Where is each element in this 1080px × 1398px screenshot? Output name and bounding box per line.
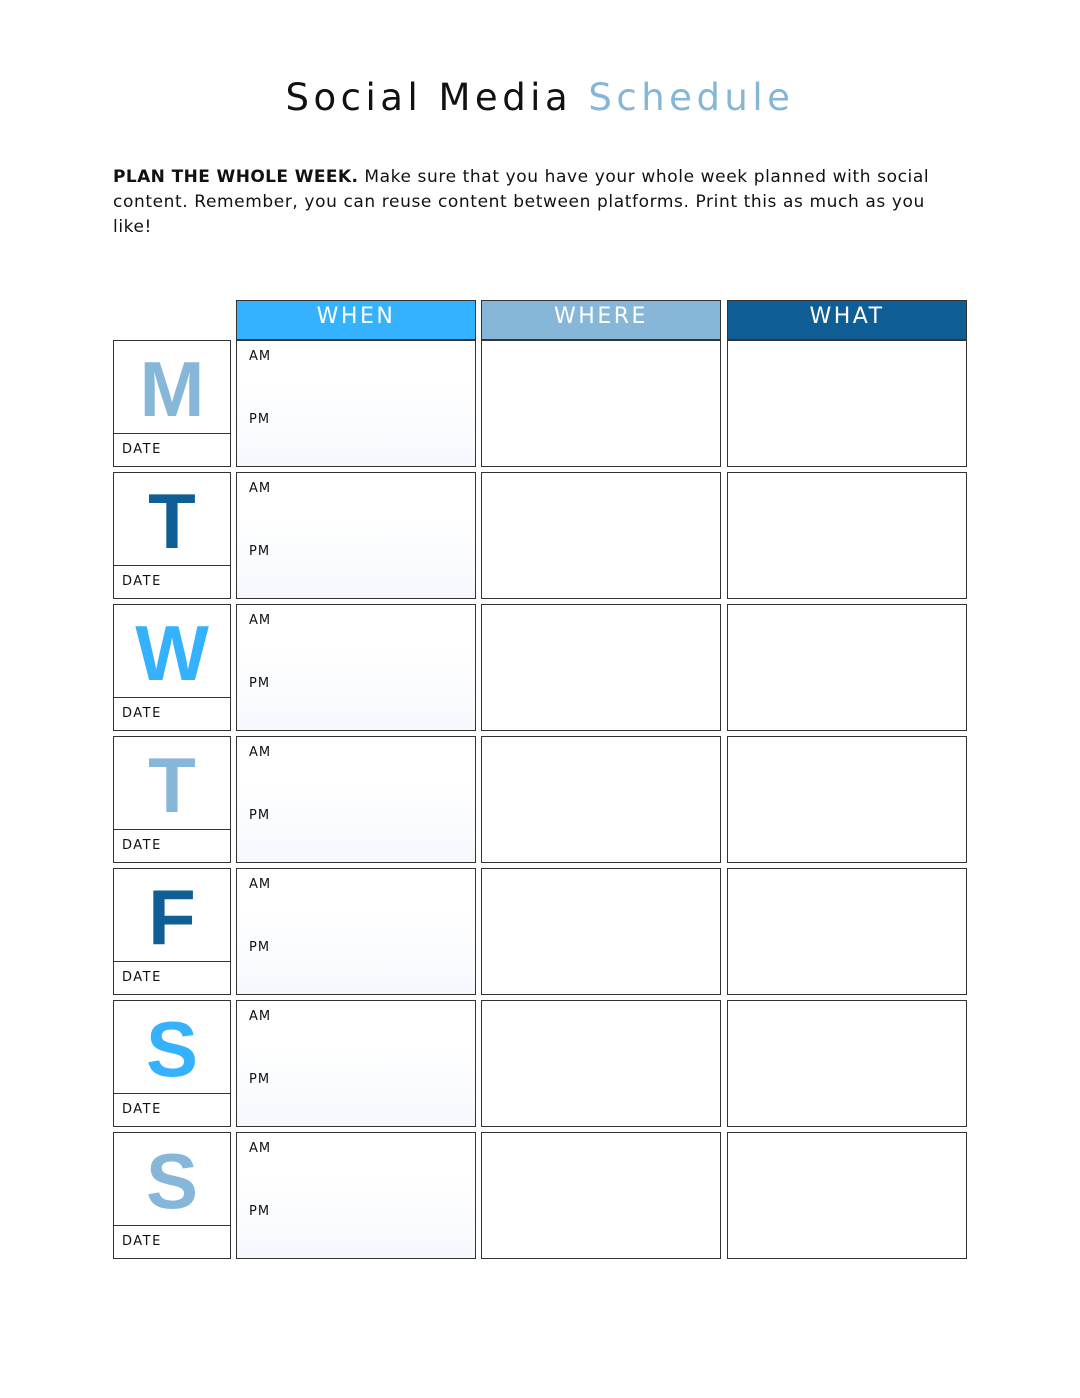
intro-bold: PLAN THE WHOLE WEEK. — [113, 167, 359, 187]
day-row-monday — [0, 340, 1080, 467]
pm-label: PM — [249, 412, 271, 427]
what-cell[interactable] — [727, 1000, 967, 1127]
when-cell[interactable] — [236, 1132, 476, 1259]
am-label: AM — [249, 481, 272, 496]
where-cell[interactable] — [481, 736, 721, 863]
what-cell[interactable] — [727, 340, 967, 467]
day-row-tuesday — [0, 472, 1080, 599]
when-cell[interactable] — [236, 472, 476, 599]
day-letter: W — [135, 609, 209, 697]
date-field[interactable]: DATE — [114, 1093, 230, 1126]
date-field[interactable]: DATE — [114, 565, 230, 598]
when-cell[interactable] — [236, 736, 476, 863]
title-accent: Schedule — [588, 76, 795, 119]
day-row-friday — [0, 868, 1080, 995]
what-cell[interactable] — [727, 472, 967, 599]
intro-text: Make sure that you have your whole week planned with social content. Remember, you can reuse content between platforms. Print this as much as you like! — [113, 167, 930, 237]
am-label: AM — [249, 745, 272, 760]
pm-label: PM — [249, 544, 271, 559]
day-letter: T — [148, 477, 196, 565]
column-header-where: WHERE — [481, 300, 721, 340]
pm-label: PM — [249, 1204, 271, 1219]
where-cell[interactable] — [481, 1132, 721, 1259]
where-cell[interactable] — [481, 340, 721, 467]
where-cell[interactable] — [481, 1000, 721, 1127]
day-row-thursday — [0, 736, 1080, 863]
when-cell[interactable] — [236, 1000, 476, 1127]
intro-paragraph — [113, 165, 963, 240]
title-main: Social Media — [285, 76, 589, 119]
where-cell[interactable] — [481, 472, 721, 599]
day-box — [113, 340, 231, 467]
am-label: AM — [249, 613, 272, 628]
where-cell[interactable] — [481, 604, 721, 731]
pm-label: PM — [249, 1072, 271, 1087]
pm-label: PM — [249, 676, 271, 691]
date-field[interactable]: DATE — [114, 961, 230, 994]
what-cell[interactable] — [727, 868, 967, 995]
day-letter: F — [148, 873, 196, 961]
where-cell[interactable] — [481, 868, 721, 995]
when-cell[interactable] — [236, 604, 476, 731]
day-box — [113, 1000, 231, 1127]
date-field[interactable]: DATE — [114, 433, 230, 466]
day-letter: S — [145, 1005, 199, 1093]
day-letter: M — [139, 345, 205, 433]
day-box — [113, 472, 231, 599]
am-label: AM — [249, 349, 272, 364]
day-letter: S — [145, 1137, 199, 1225]
date-field[interactable]: DATE — [114, 829, 230, 862]
date-field[interactable]: DATE — [114, 697, 230, 730]
pm-label: PM — [249, 808, 271, 823]
day-box — [113, 868, 231, 995]
what-cell[interactable] — [727, 604, 967, 731]
date-field[interactable]: DATE — [114, 1225, 230, 1258]
day-row-sunday — [0, 1132, 1080, 1259]
column-header-what: WHAT — [727, 300, 967, 340]
when-cell[interactable] — [236, 340, 476, 467]
column-header-when: WHEN — [236, 300, 476, 340]
when-cell[interactable] — [236, 868, 476, 995]
day-row-wednesday — [0, 604, 1080, 731]
am-label: AM — [249, 1141, 272, 1156]
page-title — [0, 74, 1080, 122]
day-row-saturday — [0, 1000, 1080, 1127]
am-label: AM — [249, 1009, 272, 1024]
what-cell[interactable] — [727, 736, 967, 863]
pm-label: PM — [249, 940, 271, 955]
day-letter: T — [148, 741, 196, 829]
day-box — [113, 1132, 231, 1259]
day-box — [113, 604, 231, 731]
what-cell[interactable] — [727, 1132, 967, 1259]
day-box — [113, 736, 231, 863]
am-label: AM — [249, 877, 272, 892]
